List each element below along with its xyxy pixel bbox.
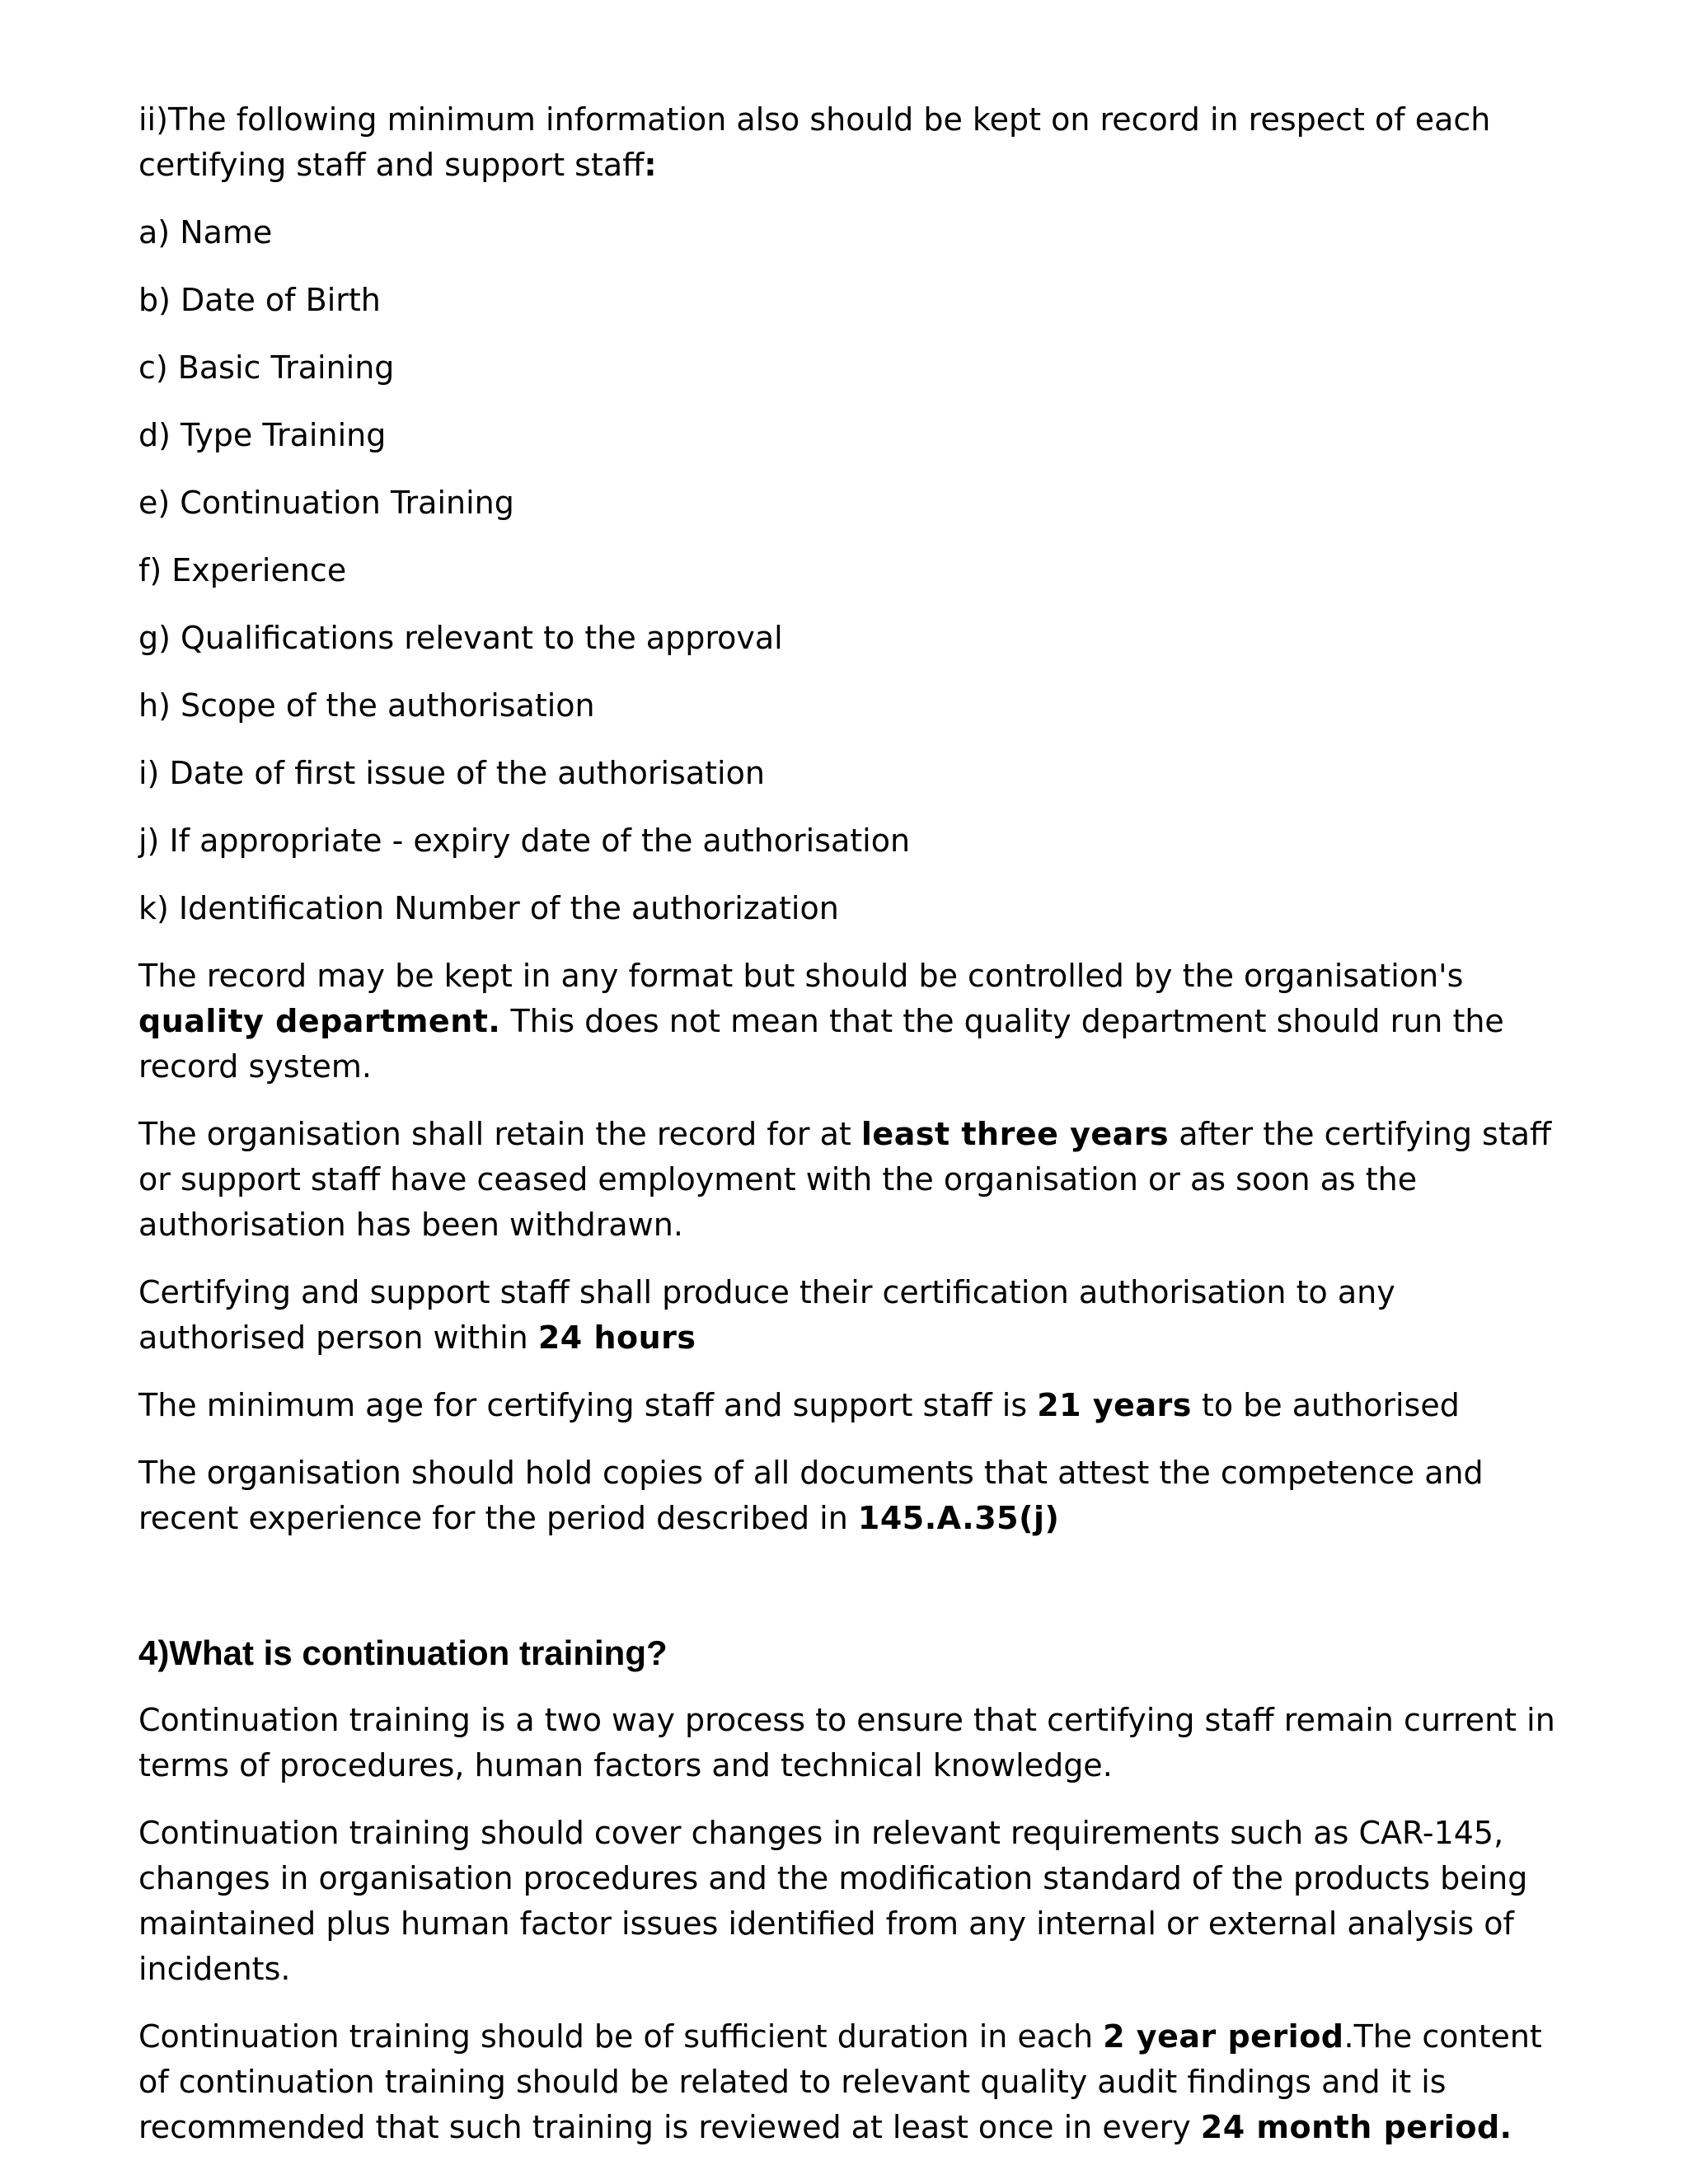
produce-paragraph [138,1270,1564,1361]
record-bold-1: quality department. [138,1003,501,1039]
age-bold-1: 21 years [1037,1387,1192,1423]
ct3-bold-1: 2 year period [1103,2018,1344,2055]
intro-colon: : [644,147,658,183]
section-heading: 4)What is continuation training? [138,1633,668,1672]
age-paragraph [138,1383,1564,1428]
retain-bold-1: least three years [860,1116,1170,1152]
record-text-2: This does not mean that the quality department should run the record system. [138,1003,1504,1085]
produce-bold-1: 24 hours [537,1319,696,1356]
continuation-paragraph-1: Continuation training is a two way process to ensure that certifying staff remain current in terms of procedures, human factors and technical knowledge. [138,1702,1555,1783]
retain-text-1: The organisation shall retain the record for at [138,1116,861,1152]
list-item-h: h) Scope of the authorisation [138,687,595,724]
copies-bold-1: 145.A.35(j) [857,1500,1060,1536]
list-item-b: b) Date of Birth [138,282,381,318]
document-page [138,97,1564,2150]
continuation-paragraph-3 [138,2014,1564,2150]
copies-paragraph [138,1451,1564,1541]
produce-text-1: Certifying and support staff shall produce their certification authorisation to any authorised person within [138,1274,1395,1356]
list-item-c: c) Basic Training [138,349,395,386]
list-item-a: a) Name [138,214,273,251]
continuation-paragraph-2: Continuation training should cover changes in relevant requirements such as CAR-145, changes in organisation procedures and the modification standard of the products being maintained plus human factor issues identified from any internal or external analysis of incidents. [138,1815,1528,1987]
age-text-2: to be authorised [1191,1387,1460,1423]
list-item-g: g) Qualifications relevant to the approval [138,620,783,656]
age-text-1: The minimum age for certifying staff and support staff is [138,1387,1038,1423]
copies-text-1: The organisation should hold copies of all documents that attest the competence and recent experience for the period described in [138,1455,1484,1536]
retain-paragraph [138,1112,1564,1248]
record-text-1: The record may be kept in any format but should be controlled by the organisation's [138,958,1464,994]
list-item-f: f) Experience [138,552,347,588]
ct3-text-1: Continuation training should be of sufficient duration in each [138,2018,1104,2055]
ct3-bold-2: 24 month period. [1200,2109,1512,2145]
list-item-e: e) Continuation Training [138,485,514,521]
retain-text-2: after the certifying staff or support staff have ceased employment with the organisation or as soon as the authorisation has been withdrawn. [138,1116,1552,1243]
intro-text: ii)The following minimum information also should be kept on record in respect of each certifying staff and support staff [138,101,1491,183]
list-item-k: k) Identification Number of the authorization [138,890,839,926]
ct3-text-2: .The content of continuation training should be related to relevant quality audit findings and it is recommended that such training is reviewed at least once in every [138,2018,1542,2145]
list-item-j: j) If appropriate - expiry date of the authorisation [138,823,911,859]
record-paragraph [138,954,1564,1090]
list-item-d: d) Type Training [138,417,387,453]
list-item-i: i) Date of first issue of the authorisation [138,755,765,791]
intro-paragraph [138,97,1564,188]
